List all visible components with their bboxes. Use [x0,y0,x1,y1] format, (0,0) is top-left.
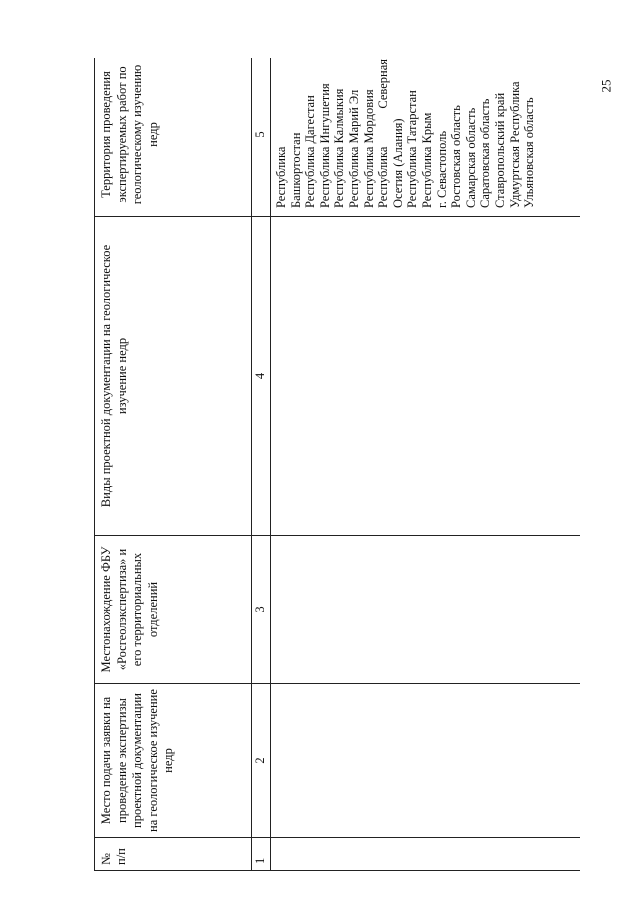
region-item: Удмуртская Республика [507,81,522,208]
header-cell-territory: Территория проведения экспертируемых работ по геологическому изучению недр [95,58,252,217]
region-item: Республика Калмыкия [332,88,347,208]
row-cell-location [271,536,581,684]
row-cell-territory [271,58,581,217]
column-number-row [252,58,271,871]
table-header-row [95,58,252,871]
region-item-part: Северная [376,59,391,109]
header-cell-document-types: Виды проектной документации на геологическое изучение недр [95,217,252,536]
region-item: Осетия (Алания) [390,118,405,208]
rotated-page [94,58,580,871]
region-item: Саратовская область [478,98,493,208]
region-item: Республика Крым [419,112,434,208]
region-item: Республика Ингушетия [317,83,332,208]
column-number-4: 4 [252,217,271,536]
region-item: Ставропольский край [492,92,507,208]
region-item-part: Республика [376,146,391,208]
column-number-2: 2 [252,684,271,838]
region-item: Республика Марий Эл [346,89,361,208]
header-cell-number: № п/п [95,838,252,871]
region-item: Ульяновская область [522,97,537,208]
row-cell-number [271,838,581,871]
column-number-5: 5 [252,58,271,217]
region-item [376,59,391,208]
region-item: Республика Татарстан [405,90,420,208]
column-number-3: 3 [252,536,271,684]
region-item: Башкортостан [288,132,303,208]
row-cell-document-types [271,217,581,536]
region-item: Самарская область [463,107,478,208]
region-item: Ростовская область [449,105,464,208]
region-item: Республика Дагестан [303,95,318,208]
region-item: Республика Мордовия [361,89,376,208]
region-item: г. Севастополь [434,130,449,208]
table-row [271,58,581,871]
row-cell-application-place [271,684,581,838]
territory-table [94,58,580,871]
header-cell-location: Местонахождение ФБУ «Росгеолэкспертиза» и его территориальных отделений [95,536,252,684]
page-number: 25 [598,79,613,93]
region-item: Республика [274,146,288,208]
header-cell-application-place: Место подачи заявки на проведение экспертизы проектной документации на геологическое изучение недр [95,684,252,838]
region-list [271,58,537,216]
column-number-1: 1 [252,838,271,871]
